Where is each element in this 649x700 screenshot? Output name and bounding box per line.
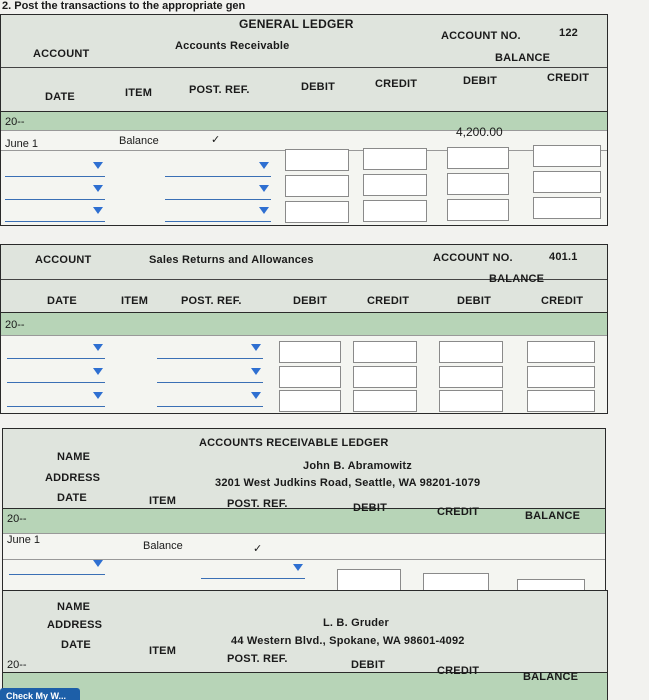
debit-input[interactable] <box>285 149 349 171</box>
chevron-down-icon <box>93 207 103 214</box>
date-select[interactable] <box>5 200 105 222</box>
chevron-down-icon <box>93 185 103 192</box>
account-name: Accounts Receivable <box>175 40 290 52</box>
col-balance: BALANCE <box>525 510 581 522</box>
name-label: NAME <box>57 451 91 463</box>
col-item: ITEM <box>121 295 149 307</box>
credit-input[interactable] <box>353 366 417 388</box>
post-ref-select[interactable] <box>157 385 263 407</box>
col-credit: CREDIT <box>437 506 480 518</box>
chevron-down-icon <box>93 344 103 351</box>
balance-credit-input[interactable] <box>533 171 601 193</box>
credit-input[interactable] <box>353 341 417 363</box>
balance-credit-input[interactable] <box>527 390 595 412</box>
year-band <box>1 313 607 335</box>
date-select[interactable] <box>7 337 105 359</box>
col-date: DATE <box>57 492 87 504</box>
account-label: ACCOUNT <box>33 48 90 60</box>
col-balance-credit: CREDIT <box>547 72 590 84</box>
row-date: June 1 <box>5 138 39 150</box>
table-row <box>1 130 607 150</box>
credit-input[interactable] <box>363 174 427 196</box>
col-debit: DEBIT <box>301 81 335 93</box>
row-post-ref: ✓ <box>211 134 221 146</box>
col-date: DATE <box>47 295 77 307</box>
debit-input[interactable] <box>337 569 401 591</box>
chevron-down-icon <box>251 392 261 399</box>
balance-debit-input[interactable] <box>439 366 503 388</box>
year-band <box>3 509 605 533</box>
col-post-ref: POST. REF. <box>189 84 250 96</box>
customer-address: 44 Western Blvd., Spokane, WA 98601-4092 <box>231 635 465 647</box>
post-ref-select[interactable] <box>165 200 271 222</box>
post-ref-select[interactable] <box>157 361 263 383</box>
balance-debit-input[interactable] <box>447 173 509 195</box>
chevron-down-icon <box>93 162 103 169</box>
ar-ledger-abramowitz <box>2 428 606 606</box>
col-credit: CREDIT <box>375 78 418 90</box>
col-balance-debit: DEBIT <box>463 75 497 87</box>
balance-debit-input[interactable] <box>447 199 509 221</box>
post-ref-select[interactable] <box>201 557 305 579</box>
chevron-down-icon <box>251 368 261 375</box>
balance-credit-input[interactable] <box>533 145 601 167</box>
customer-address: 3201 West Judkins Road, Seattle, WA 98201-1079 <box>215 477 481 489</box>
name-label: NAME <box>57 601 91 613</box>
account-no-label: ACCOUNT NO. <box>433 252 513 264</box>
ledger-header <box>3 591 607 673</box>
account-name: Sales Returns and Allowances <box>149 254 314 266</box>
year-label: 20-- <box>7 513 27 525</box>
year-band <box>3 673 607 700</box>
chevron-down-icon <box>93 392 103 399</box>
account-no-label: ACCOUNT NO. <box>441 30 521 42</box>
date-select[interactable] <box>9 553 105 575</box>
address-label: ADDRESS <box>47 619 103 631</box>
credit-input[interactable] <box>363 200 427 222</box>
chevron-down-icon <box>293 564 303 571</box>
col-post-ref: POST. REF. <box>181 295 242 307</box>
balance-credit-input[interactable] <box>527 366 595 388</box>
col-item: ITEM <box>125 87 153 99</box>
row-item: Balance <box>119 135 159 147</box>
chevron-down-icon <box>259 185 269 192</box>
chevron-down-icon <box>93 368 103 375</box>
col-balance-credit: CREDIT <box>541 295 584 307</box>
date-select[interactable] <box>5 155 105 177</box>
check-my-work-button[interactable]: Check My W... <box>0 688 80 700</box>
debit-input[interactable] <box>279 366 341 388</box>
debit-input[interactable] <box>279 390 341 412</box>
date-select[interactable] <box>7 361 105 383</box>
col-balance-debit: DEBIT <box>457 295 491 307</box>
col-post-ref: POST. REF. <box>227 498 288 510</box>
account-no: 401.1 <box>549 251 578 263</box>
credit-input[interactable] <box>353 390 417 412</box>
gl-title: GENERAL LEDGER <box>239 17 354 31</box>
col-item: ITEM <box>149 645 177 657</box>
chevron-down-icon <box>251 344 261 351</box>
balance-debit-input[interactable] <box>439 390 503 412</box>
debit-input[interactable] <box>285 175 349 197</box>
ar-ledger-gruder <box>2 590 608 700</box>
col-date: DATE <box>45 91 75 103</box>
customer-name: John B. Abramowitz <box>303 460 412 472</box>
col-credit: CREDIT <box>437 665 480 677</box>
row-post-ref: ✓ <box>253 543 263 555</box>
customer-name: L. B. Gruder <box>323 617 389 629</box>
col-debit: DEBIT <box>351 659 385 671</box>
balance-debit-input[interactable] <box>439 341 503 363</box>
col-debit: DEBIT <box>293 295 327 307</box>
debit-input[interactable] <box>279 341 341 363</box>
year-label: 20-- <box>5 319 25 331</box>
col-post-ref: POST. REF. <box>227 653 288 665</box>
balance-label: BALANCE <box>489 273 545 285</box>
post-ref-select[interactable] <box>165 178 271 200</box>
year-label: 20-- <box>7 659 27 671</box>
debit-input[interactable] <box>285 201 349 223</box>
instruction-text: 2. Post the transactions to the appropriate gen <box>2 0 246 12</box>
balance-label: BALANCE <box>495 52 551 64</box>
date-select[interactable] <box>7 385 105 407</box>
col-item: ITEM <box>149 495 177 507</box>
balance-debit-input[interactable] <box>447 147 509 169</box>
row-balance-debit: 4,200.00 <box>456 125 503 139</box>
year-label: 20-- <box>5 116 25 128</box>
balance-credit-input[interactable] <box>533 197 601 219</box>
balance-credit-input[interactable] <box>527 341 595 363</box>
col-date: DATE <box>61 639 91 651</box>
year-band <box>1 112 607 130</box>
general-ledger-sales-returns <box>0 244 608 414</box>
credit-input[interactable] <box>363 148 427 170</box>
post-ref-select[interactable] <box>157 337 263 359</box>
account-no: 122 <box>559 27 578 39</box>
ar-title: ACCOUNTS RECEIVABLE LEDGER <box>199 437 389 449</box>
row-date: June 1 <box>7 534 41 546</box>
chevron-down-icon <box>93 560 103 567</box>
chevron-down-icon <box>259 207 269 214</box>
account-label: ACCOUNT <box>35 254 92 266</box>
chevron-down-icon <box>259 162 269 169</box>
col-debit: DEBIT <box>353 502 387 514</box>
col-balance: BALANCE <box>523 671 579 683</box>
address-label: ADDRESS <box>45 472 101 484</box>
general-ledger-accounts-receivable <box>0 14 608 226</box>
post-ref-select[interactable] <box>165 155 271 177</box>
row-item: Balance <box>143 540 183 552</box>
date-select[interactable] <box>5 178 105 200</box>
col-credit: CREDIT <box>367 295 410 307</box>
